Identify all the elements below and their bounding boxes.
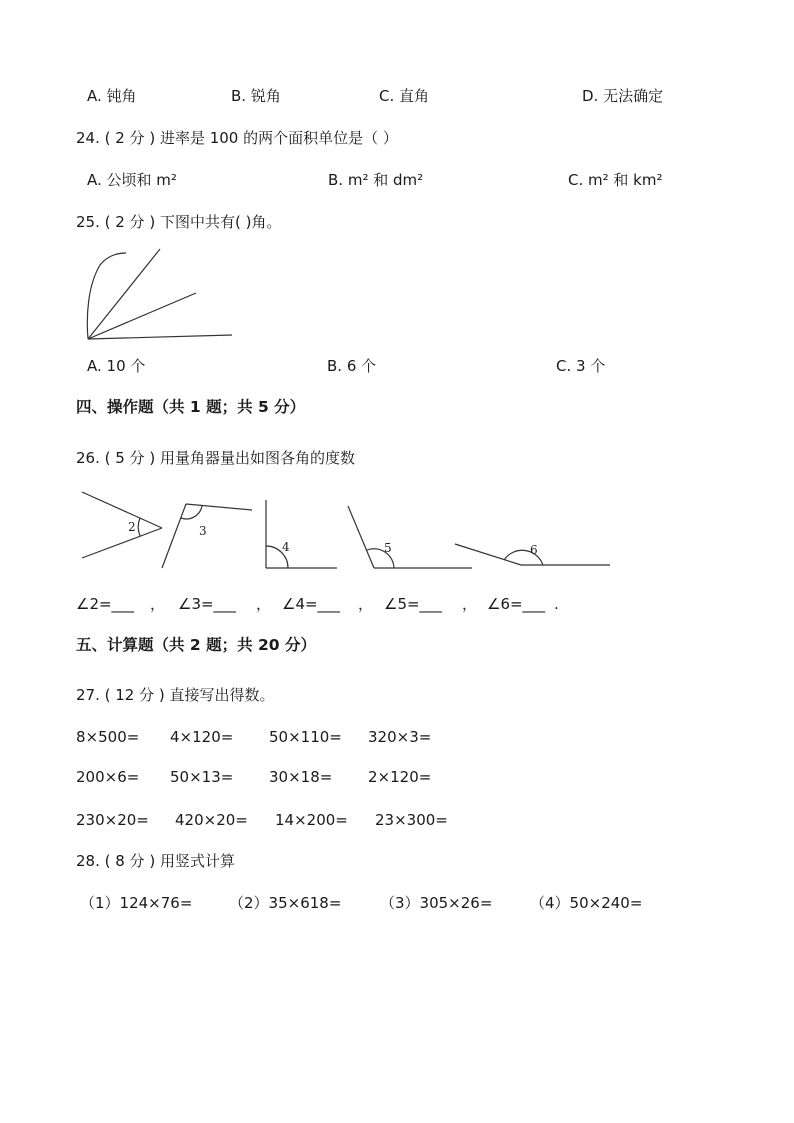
calc-item[interactable]: 30×18= — [269, 768, 333, 786]
calc-item[interactable]: 230×20= — [76, 811, 149, 829]
answer-angle-2[interactable]: ∠2=___ — [76, 595, 135, 613]
q25-ray — [88, 249, 160, 339]
q25-option-a[interactable]: A. 10 个 — [87, 357, 146, 375]
calc-item[interactable]: 50×13= — [170, 768, 234, 786]
calc-item[interactable]: 23×300= — [375, 811, 448, 829]
q25-ray — [88, 293, 196, 339]
answer-separator: ， — [358, 595, 374, 613]
q23-option-a[interactable]: A. 钝角 — [87, 87, 137, 105]
q24-option-b[interactable]: B. m² 和 dm² — [328, 171, 424, 189]
answer-angle-5[interactable]: ∠5=___ — [384, 595, 443, 613]
angle-label-5: 5 — [384, 541, 392, 555]
vertical-calc-item[interactable]: （3）305×26= — [380, 894, 493, 912]
q24-stem: 24. ( 2 分 ) 进率是 100 的两个面积单位是（ ） — [76, 129, 398, 147]
answer-separator: ， — [462, 595, 478, 613]
calc-item[interactable]: 2×120= — [368, 768, 432, 786]
q25-option-c[interactable]: C. 3 个 — [556, 357, 606, 375]
q23-option-b[interactable]: B. 锐角 — [231, 87, 281, 105]
angle-label-3: 3 — [199, 524, 207, 538]
section-5-title: 五、计算题（共 2 题；共 20 分） — [76, 636, 316, 654]
q26-angles-figure — [74, 488, 619, 578]
q23-option-d[interactable]: D. 无法确定 — [582, 87, 664, 105]
calc-item[interactable]: 4×120= — [170, 728, 234, 746]
q25-curved-ray — [87, 253, 126, 339]
vertical-calc-item[interactable]: （4）50×240= — [530, 894, 643, 912]
calc-item[interactable]: 420×20= — [175, 811, 248, 829]
answer-separator: ， — [256, 595, 272, 613]
calc-item[interactable]: 320×3= — [368, 728, 432, 746]
q26-stem: 26. ( 5 分 ) 用量角器量出如图各角的度数 — [76, 449, 355, 467]
q25-option-b[interactable]: B. 6 个 — [327, 357, 377, 375]
answer-separator: ， — [150, 595, 166, 613]
calc-item[interactable]: 8×500= — [76, 728, 140, 746]
q25-angle-figure — [80, 245, 250, 355]
q24-option-c[interactable]: C. m² 和 km² — [568, 171, 663, 189]
answer-angle-4[interactable]: ∠4=___ — [282, 595, 341, 613]
calc-item[interactable]: 200×6= — [76, 768, 140, 786]
q27-stem: 27. ( 12 分 ) 直接写出得数。 — [76, 686, 275, 704]
q28-stem: 28. ( 8 分 ) 用竖式计算 — [76, 852, 235, 870]
q25-ray — [88, 335, 232, 339]
answer-angle-6[interactable]: ∠6=___ — [487, 595, 546, 613]
vertical-calc-item[interactable]: （1）124×76= — [80, 894, 193, 912]
answer-period: . — [554, 595, 559, 613]
calc-item[interactable]: 14×200= — [275, 811, 348, 829]
calc-item[interactable]: 50×110= — [269, 728, 342, 746]
section-4-title: 四、操作题（共 1 题；共 5 分） — [76, 398, 306, 416]
vertical-calc-item[interactable]: （2）35×618= — [229, 894, 342, 912]
answer-angle-3[interactable]: ∠3=___ — [178, 595, 237, 613]
q25-stem: 25. ( 2 分 ) 下图中共有( )角。 — [76, 213, 282, 231]
angle-label-2: 2 — [128, 520, 136, 534]
q23-option-c[interactable]: C. 直角 — [379, 87, 430, 105]
q24-option-a[interactable]: A. 公顷和 m² — [87, 171, 177, 189]
angle-label-4: 4 — [282, 540, 290, 554]
angle-label-6: 6 — [530, 543, 538, 557]
